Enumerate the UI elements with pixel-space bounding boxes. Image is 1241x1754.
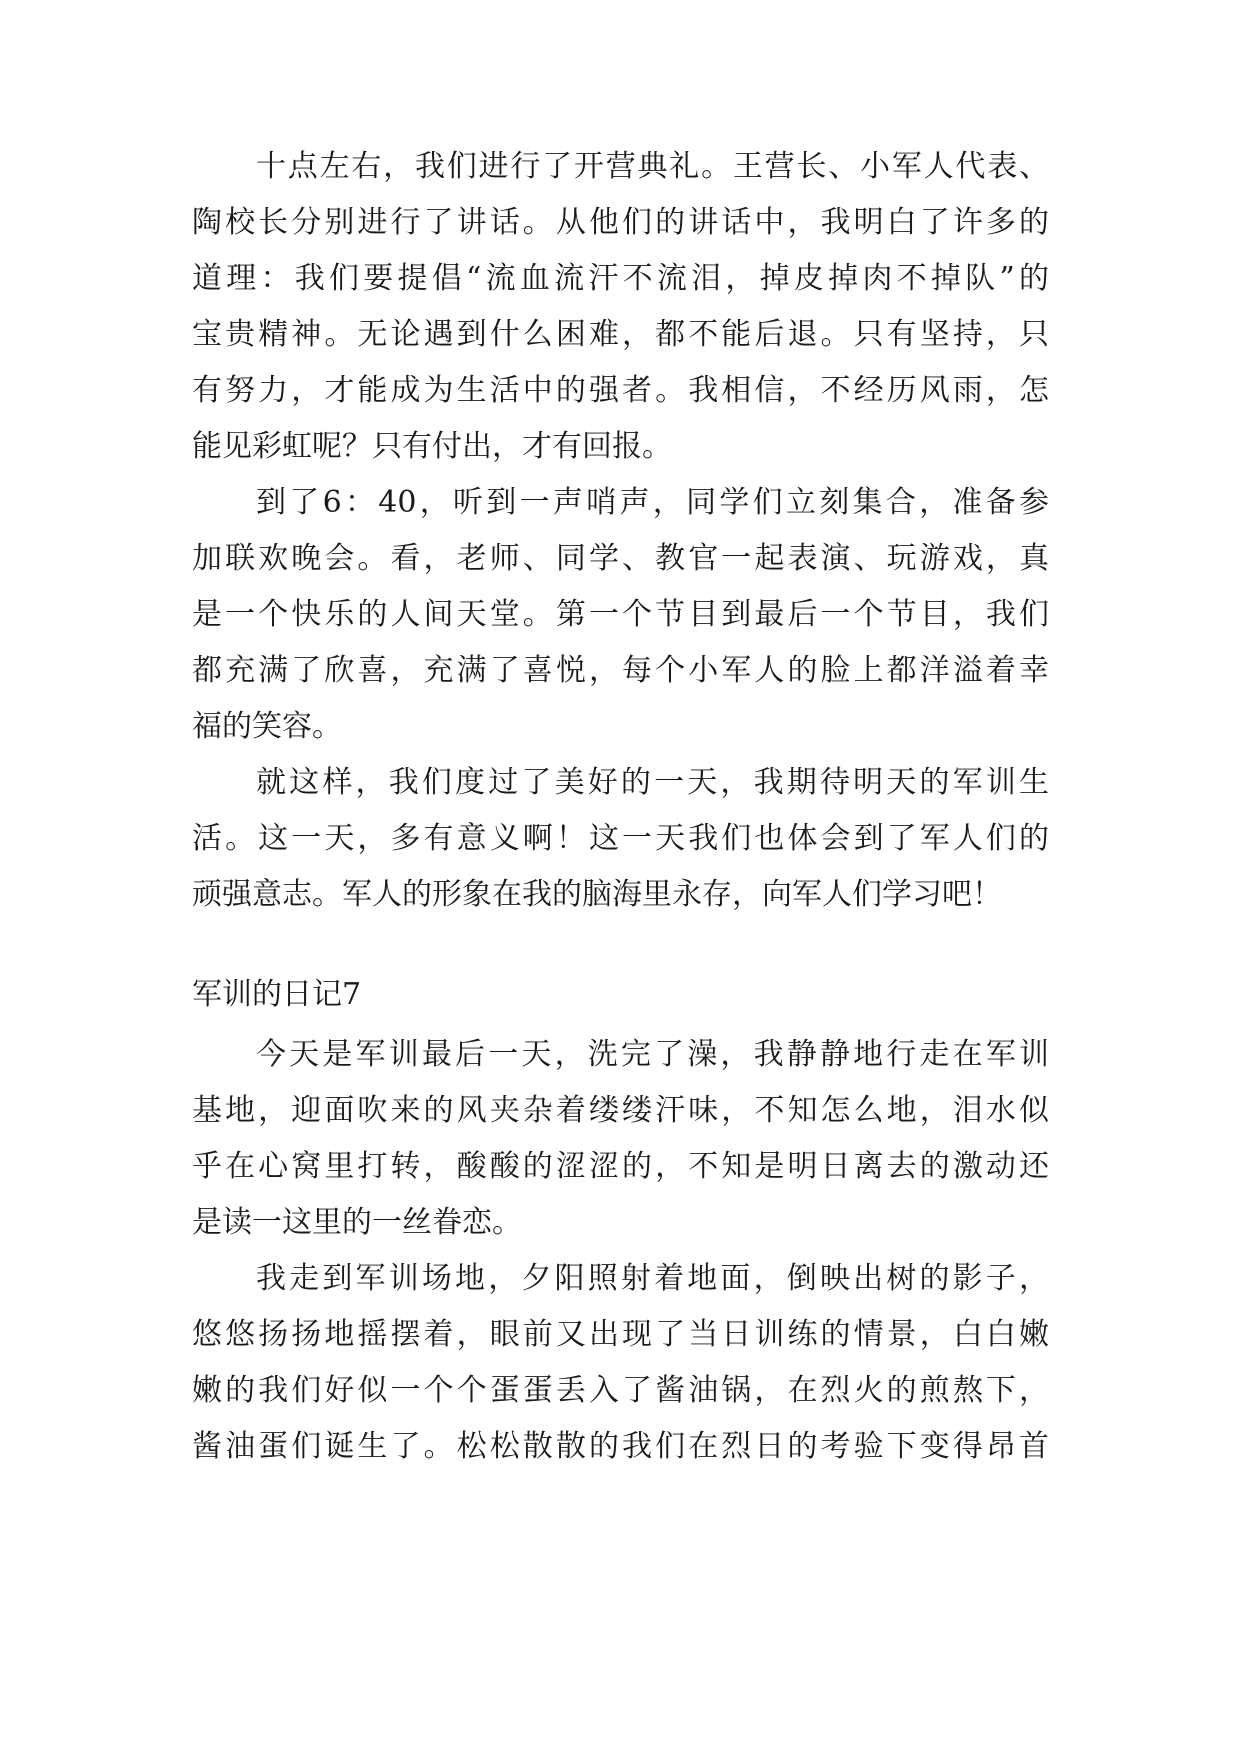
- paragraph-1-line-4: 宝贵精神。无论遇到什么困难，都不能后退。只有坚持，只: [192, 317, 1049, 352]
- paragraph-1-line-6: 能见彩虹呢？只有付出，才有回报。: [192, 429, 672, 464]
- paragraph-3-line-2: 活。这一天，多有意义啊！这一天我们也体会到了军人们的: [192, 821, 1049, 856]
- paragraph-1-line-1: 十点左右，我们进行了开营典礼。王营长、小军人代表、: [256, 149, 1049, 184]
- section-paragraph-1-line-3: 乎在心窝里打转，酸酸的涩涩的，不知是明日离去的激动还: [192, 1149, 1049, 1184]
- section-paragraph-2-line-2: 悠悠扬扬地摇摆着，眼前又出现了当日训练的情景，白白嫩: [192, 1317, 1049, 1352]
- paragraph-2-line-2: 加联欢晚会。看，老师、同学、教官一起表演、玩游戏，真: [192, 541, 1049, 576]
- section-paragraph-1-line-1: 今天是军训最后一天，洗完了澡，我静静地行走在军训: [256, 1037, 1049, 1072]
- paragraph-2-line-4: 都充满了欣喜，充满了喜悦，每个小军人的脸上都洋溢着幸: [192, 653, 1049, 688]
- paragraph-3-line-1: 就这样，我们度过了美好的一天，我期待明天的军训生: [256, 765, 1049, 800]
- paragraph-1-line-5: 有努力，才能成为生活中的强者。我相信，不经历风雨，怎: [192, 373, 1049, 408]
- section-paragraph-2-line-3: 嫩的我们好似一个个蛋蛋丢入了酱油锅，在烈火的煎熬下，: [192, 1373, 1049, 1408]
- paragraph-2-line-3: 是一个快乐的人间天堂。第一个节目到最后一个节目，我们: [192, 597, 1049, 632]
- section-paragraph-2-line-1: 我走到军训场地，夕阳照射着地面，倒映出树的影子，: [256, 1261, 1049, 1296]
- paragraph-2-line-1: 到了6：40，听到一声哨声，同学们立刻集合，准备参: [256, 485, 1049, 520]
- section-paragraph-2-line-4: 酱油蛋们诞生了。松松散散的我们在烈日的考验下变得昂首: [192, 1429, 1049, 1464]
- paragraph-1-line-3: 道理：我们要提倡“流血流汗不流泪，掉皮掉肉不掉队”的: [192, 261, 1049, 296]
- section-paragraph-1-line-2: 基地，迎面吹来的风夹杂着缕缕汗味，不知怎么地，泪水似: [192, 1093, 1049, 1128]
- paragraph-1-line-2: 陶校长分别进行了讲话。从他们的讲话中，我明白了许多的: [192, 205, 1049, 240]
- paragraph-3-line-3: 顽强意志。军人的形象在我的脑海里永存，向军人们学习吧！: [192, 877, 1002, 912]
- section-title: 军训的日记7: [192, 977, 362, 1012]
- section-paragraph-1-line-4: 是读一这里的一丝眷恋。: [192, 1205, 522, 1240]
- paragraph-2-line-5: 福的笑容。: [192, 709, 342, 744]
